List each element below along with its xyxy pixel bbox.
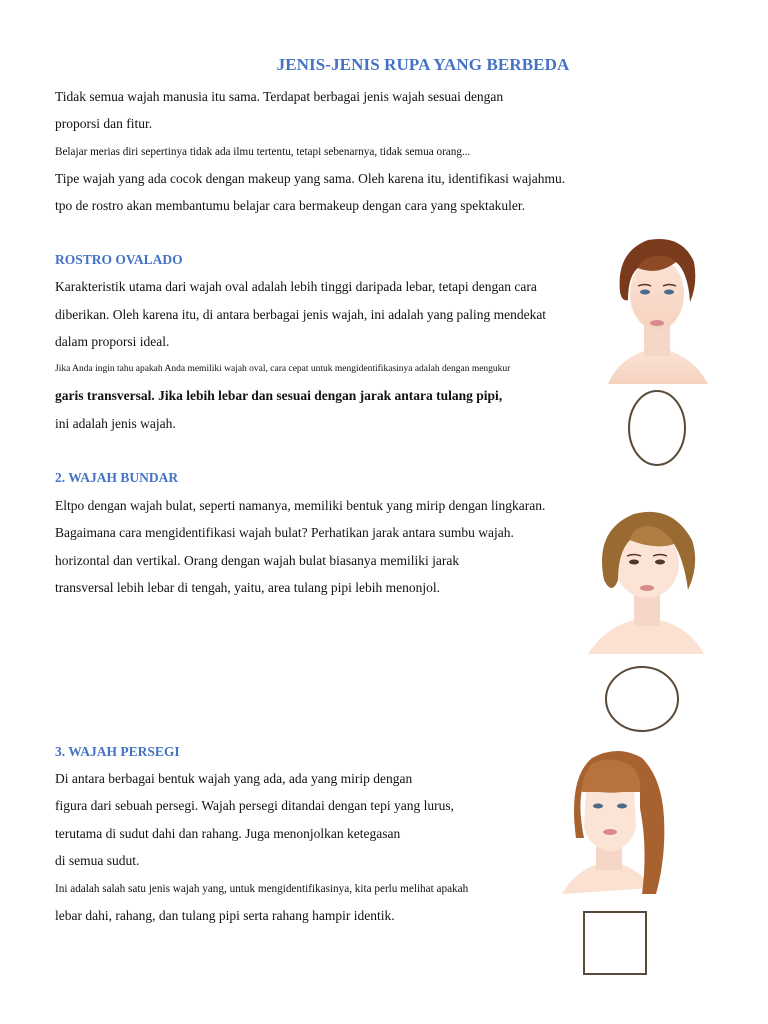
section-line: horizontal dan vertikal. Orang dengan wajah bulat biasanya memiliki jarak bbox=[55, 553, 460, 568]
section-line: figura dari sebuah persegi. Wajah persegi ditandai dengan tepi yang lurus, bbox=[55, 798, 455, 813]
square-face-illustration bbox=[560, 748, 672, 902]
intro-line: Tipe wajah yang ada cocok dengan makeup yang sama. Oleh karena itu, identifikasi wajahmu. bbox=[55, 171, 566, 186]
intro-line: Belajar merias diri sepertinya tidak ada ilmu tertentu, tetapi sebenarnya, tidak semua orang... bbox=[55, 146, 471, 158]
section-line: Eltpo dengan wajah bulat, seperti namanya, memiliki bentuk yang mirip dengan lingkaran. bbox=[55, 498, 546, 513]
section-line: dalam proporsi ideal. bbox=[55, 334, 170, 349]
round-shape-outline bbox=[602, 664, 682, 734]
intro-line: Tidak semua wajah manusia itu sama. Terdapat berbagai jenis wajah sesuai dengan bbox=[55, 89, 504, 104]
section-line: ini adalah jenis wajah. bbox=[55, 416, 176, 431]
section-heading-square: 3. WAJAH PERSEGI bbox=[55, 744, 180, 759]
section-line: transversal lebih lebar di tengah, yaitu, area tulang pipi lebih menonjol. bbox=[55, 580, 441, 595]
intro-line: tpo de rostro akan membantumu belajar cara bermakeup dengan cara yang spektakuler. bbox=[55, 198, 526, 213]
intro-line: proporsi dan fitur. bbox=[55, 116, 153, 131]
section-line: lebar dahi, rahang, dan tulang pipi serta rahang hampir identik. bbox=[55, 908, 395, 923]
section-line: terutama di sudut dahi dan rahang. Juga menonjolkan ketegasan bbox=[55, 826, 401, 841]
oval-shape-outline bbox=[624, 388, 690, 468]
section-line: garis transversal. Jika lebih lebar dan sesuai dengan jarak antara tulang pipi, bbox=[55, 388, 503, 403]
round-face-illustration bbox=[584, 500, 710, 660]
section-line: Ini adalah salah satu jenis wajah yang, untuk mengidentifikasinya, kita perlu melihat apakah bbox=[55, 883, 469, 895]
section-heading-oval: ROSTRO OVALADO bbox=[55, 252, 183, 267]
section-line: Bagaimana cara mengidentifikasi wajah bulat? Perhatikan jarak antara sumbu wajah. bbox=[55, 525, 514, 540]
page-title: JENIS-JENIS RUPA YANG BERBEDA bbox=[276, 55, 570, 74]
section-line: diberikan. Oleh karena itu, di antara berbagai jenis wajah, ini adalah yang paling mendekat bbox=[55, 307, 547, 322]
section-line: Di antara berbagai bentuk wajah yang ada, ada yang mirip dengan bbox=[55, 771, 413, 786]
section-line: Karakteristik utama dari wajah oval adalah lebih tinggi daripada lebar, tetapi dengan cara bbox=[55, 279, 537, 294]
section-heading-round: 2. WAJAH BUNDAR bbox=[55, 470, 179, 485]
square-shape-outline bbox=[582, 910, 650, 978]
section-line: di semua sudut. bbox=[55, 853, 140, 868]
oval-face-illustration bbox=[598, 232, 716, 390]
section-line: Jika Anda ingin tahu apakah Anda memiliki wajah oval, cara cepat untuk mengidentifikasinya adalah dengan mengukur bbox=[55, 364, 511, 374]
